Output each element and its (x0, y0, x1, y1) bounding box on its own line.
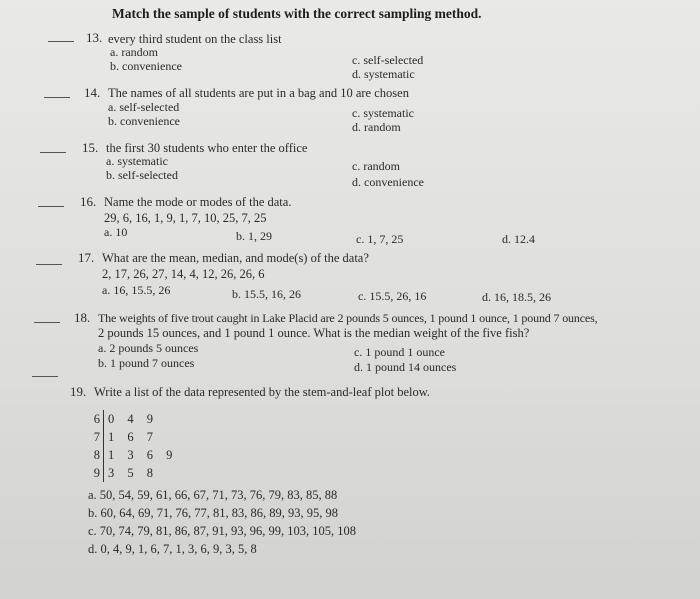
option-19-b: b. 60, 64, 69, 71, 76, 77, 81, 83, 86, 89, 93, 95, 98 (88, 506, 338, 520)
plot-row (88, 410, 177, 428)
question-number-19: 19. (70, 384, 87, 399)
question-number-16: 16. (80, 194, 97, 209)
option-14-d: d. random (352, 120, 401, 134)
option-17-b: b. 15.5, 16, 26 (232, 287, 301, 301)
question-number-14: 14. (84, 85, 101, 100)
question-data-17: 2, 17, 26, 27, 14, 4, 12, 26, 26, 6 (102, 267, 265, 281)
plot-leaves: 1 3 6 9 (108, 448, 178, 462)
option-15-a: a. systematic (106, 154, 168, 168)
option-15-d: d. convenience (352, 175, 424, 189)
worksheet-title: Match the sample of students with the correct sampling method. (112, 6, 482, 21)
option-13-c: c. self-selected (352, 53, 424, 67)
plot-row (88, 446, 177, 464)
question-text-19: Write a list of the data represented by the stem-and-leaf plot below. (94, 385, 431, 399)
option-19-d: d. 0, 4, 9, 1, 6, 7, 1, 3, 6, 9, 3, 5, 8 (88, 542, 257, 556)
plot-leaves: 0 4 9 (108, 412, 158, 426)
plot-row (88, 464, 177, 482)
option-16-c: c. 1, 7, 25 (356, 232, 404, 246)
answer-blank-19[interactable] (32, 376, 58, 377)
plot-stem: 9 (88, 464, 104, 482)
option-14-a: a. self-selected (108, 100, 180, 114)
question-text-16: Name the mode or modes of the data. (104, 195, 292, 209)
option-18-c: c. 1 pound 1 ounce (354, 345, 445, 359)
question-text-18-line1: The weights of five trout caught in Lake Placid are 2 pounds 5 ounces, 1 pound 1 ounce, 1 pound 7 ounces, (98, 311, 598, 325)
plot-stem: 8 (88, 446, 104, 464)
option-17-d: d. 16, 18.5, 26 (482, 290, 551, 304)
answer-blank-13[interactable] (48, 41, 74, 42)
option-17-c: c. 15.5, 26, 16 (358, 289, 427, 303)
question-data-16: 29, 6, 16, 1, 9, 1, 7, 10, 25, 7, 25 (104, 211, 267, 225)
option-14-b: b. convenience (108, 114, 180, 128)
option-18-d: d. 1 pound 14 ounces (354, 360, 457, 374)
plot-stem: 6 (88, 410, 104, 428)
plot-leaves: 3 5 8 (108, 466, 158, 480)
question-text-14: The names of all students are put in a bag and 10 are chosen (108, 86, 409, 100)
stem-and-leaf-plot (88, 410, 177, 482)
plot-stem: 7 (88, 428, 104, 446)
answer-blank-15[interactable] (40, 152, 66, 153)
option-15-b: b. self-selected (106, 168, 178, 182)
option-15-c: c. random (352, 159, 400, 173)
option-13-d: d. systematic (352, 67, 415, 81)
question-text-18-line2: 2 pounds 15 ounces, and 1 pound 1 ounce. What is the median weight of the five fish? (98, 326, 530, 340)
answer-blank-18[interactable] (34, 322, 60, 323)
plot-row (88, 428, 177, 446)
question-number-18: 18. (74, 310, 91, 325)
answer-blank-17[interactable] (36, 264, 62, 265)
option-19-a: a. 50, 54, 59, 61, 66, 67, 71, 73, 76, 79, 83, 85, 88 (88, 488, 338, 502)
option-13-a: a. random (110, 45, 158, 59)
option-16-b: b. 1, 29 (236, 229, 272, 243)
option-18-b: b. 1 pound 7 ounces (98, 356, 195, 370)
question-number-13: 13. (86, 30, 103, 45)
option-16-d: d. 12.4 (502, 232, 535, 246)
plot-leaves: 1 6 7 (108, 430, 158, 444)
option-18-a: a. 2 pounds 5 ounces (98, 341, 199, 355)
question-text-13: every third student on the class list (108, 32, 282, 46)
question-number-17: 17. (78, 250, 95, 265)
option-16-a: a. 10 (104, 225, 128, 239)
option-13-b: b. convenience (110, 59, 182, 73)
option-19-c: c. 70, 74, 79, 81, 86, 87, 91, 93, 96, 99, 103, 105, 108 (88, 524, 357, 538)
answer-blank-16[interactable] (38, 206, 64, 207)
question-number-15: 15. (82, 140, 99, 155)
question-text-17: What are the mean, median, and mode(s) of the data? (102, 251, 369, 265)
option-17-a: a. 16, 15.5, 26 (102, 283, 171, 297)
answer-blank-14[interactable] (44, 97, 70, 98)
question-text-15: the first 30 students who enter the office (106, 141, 308, 155)
option-14-c: c. systematic (352, 106, 414, 120)
